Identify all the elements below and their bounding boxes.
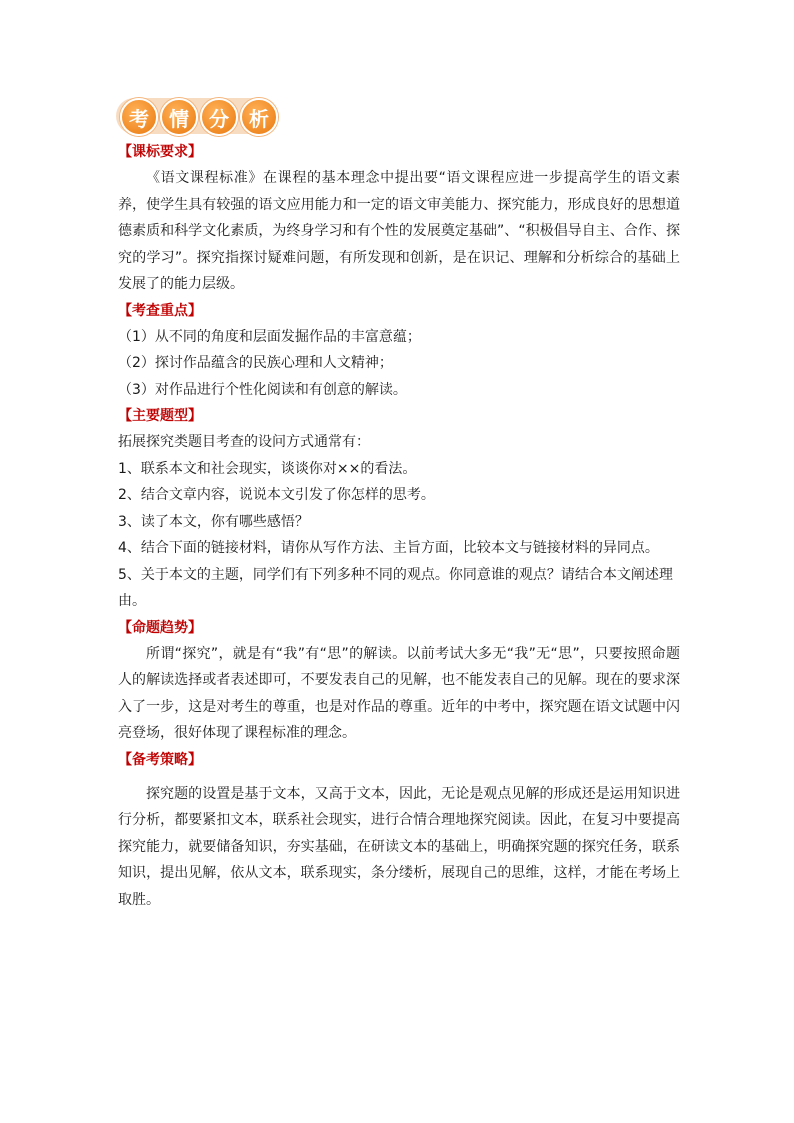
document-page	[118, 95, 680, 913]
section-title-qushi: 【命题趋势】	[118, 619, 202, 636]
section-title-celue: 【备考策略】	[118, 751, 202, 768]
spacer	[118, 773, 680, 781]
qushi-paragraph: 所谓“探究”，就是有“我”有“思”的解读。以前考试大多无“我”无“思”，只要按照命题人的解读选择或者表述即可，不要发表自己的见解，也不能发表自己的见解。现在的要求深入了一步，这是对考生的尊重，也是对作品的尊重。近年的中考中，探究题在语文试题中闪亮登场，很好体现了课程标准的理念。	[118, 645, 680, 741]
tixing-intro: 拓展探究类题目考查的设问方式通常有：	[118, 434, 370, 450]
section-title-tixing: 【主要题型】	[118, 408, 202, 424]
kebiao-paragraph: 《语文课程标准》在课程的基本理念中提出要“语文课程应进一步提高学生的语文素养，使学生具有较强的语文应用能力和一定的语文审美能力、探究能力，形成良好的思想道德素质和科学文化素质，为终身学习和有个性的发展奠定基础”、“积极倡导自主、合作、探究的学习”。探究指探讨疑难问题，有所发现和创新，是在识记、理解和分析综合的基础上发展了的能力层级。	[118, 170, 680, 292]
section-title-kebiao: 【课标要求】	[118, 144, 202, 160]
kaocha-item-1: （1）从不同的角度和层面发掘作品的丰富意蕴；	[118, 328, 421, 345]
tixing-item-3: 3、读了本文，你有哪些感悟？	[118, 513, 309, 530]
tixing-item-5: 5、关于本文的主题，同学们有下列多种不同的观点。你同意谁的观点？请结合本文阐述理由。	[118, 566, 673, 609]
kaocha-item-2: （2）探讨作品蕴含的民族心理和人文精神；	[118, 355, 393, 371]
celue-paragraph: 探究题的设置是基于文本，又高于文本，因此，无论是观点见解的形成还是运用知识进行分析，都要紧扣文本，联系社会现实，进行合情合理地探究阅读。因此，在复习中要提高探究能力，就要储备知识，夯实基础，在研读文本的基础上，明确探究题的探究任务，联系知识，提出见解，依从文本，联系现实，条分缕析，展现自己的思维，这样，才能在考场上取胜。	[118, 785, 680, 908]
kaocha-item-3: （3）对作品进行个性化阅读和有创意的解读。	[118, 381, 407, 398]
section-title-kaocha: 【考查重点】	[118, 302, 202, 319]
banner-char-4: 析	[240, 98, 278, 136]
tixing-item-4: 4、结合下面的链接材料，请你从写作方法、主旨方面，比较本文与链接材料的异同点。	[118, 540, 659, 556]
banner-char-1: 考	[120, 98, 158, 136]
banner-char-3: 分	[200, 98, 238, 136]
tixing-item-1: 1、联系本文和社会现实，谈谈你对××的看法。	[118, 460, 417, 477]
tixing-item-2: 2、结合文章内容，说说本文引发了你怎样的思考。	[118, 487, 435, 503]
banner-char-2: 情	[160, 98, 198, 136]
title-banner	[120, 95, 680, 139]
